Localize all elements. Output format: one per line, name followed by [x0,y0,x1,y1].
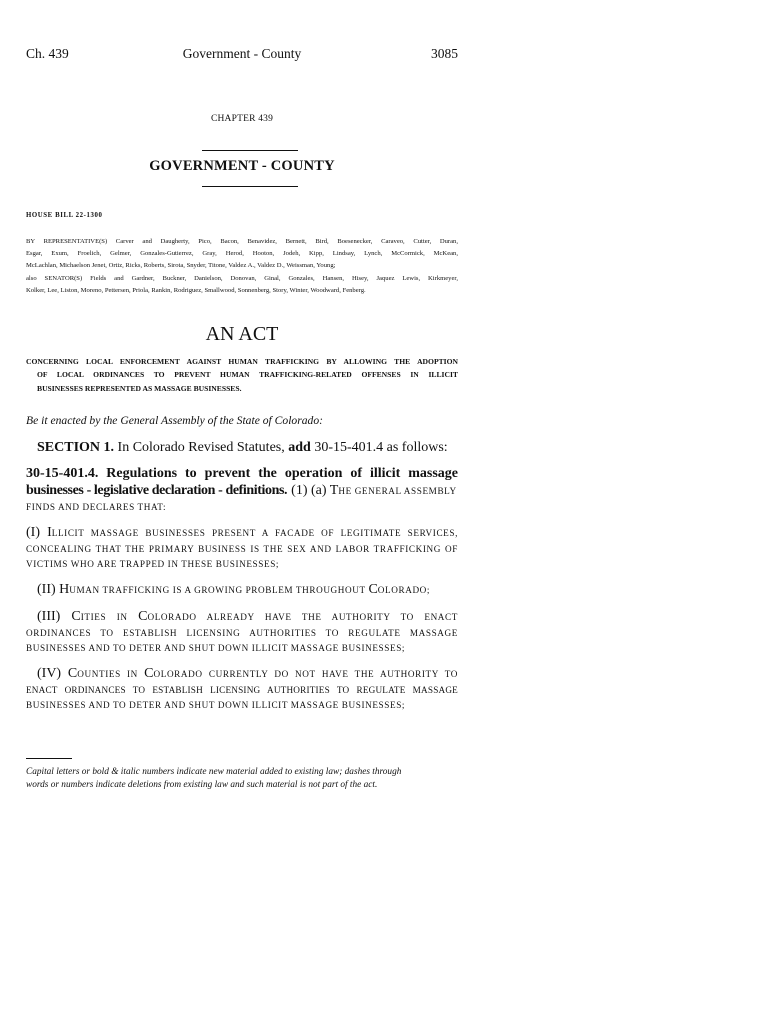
paragraph-text: ITIES IN [80,612,139,622]
paragraph-line [26,665,458,683]
sponsors-line: Kolker, Lee, Liston, Moreno, Pettersen, Priola, Rankin, Rodriguez, Smallwood, Sonnenberg, Story, Winter, Woodward, Fenberg. [26,286,366,294]
chapter-label: CHAPTER 439 [210,114,274,124]
paragraph-line [26,524,458,542]
regulation-heading-line [26,482,458,499]
paragraph-capital: C [368,582,378,597]
paragraph-number: (II) H [37,582,70,597]
paragraph-text: OLORADO CURRENTLY DO NOT HAVE THE AUTHORITY TO [153,669,459,679]
footnote-line: words or numbers indicate deletions from existing law and such material is not part of the act. [26,780,378,790]
paragraph-capital: C [138,609,148,624]
paragraph-text: LLICIT MASSAGE BUSINESSES PRESENT A FACADE OF LEGITIMATE SERVICES, [51,528,459,538]
footnote-line: Capital letters or bold & italic numbers indicate new material added to existing law; dashes through [26,767,402,777]
paragraph-number: (I) I [26,525,52,540]
regulation-number: 30-15-401.4. [26,466,99,481]
paragraph-III [26,608,458,657]
paragraph-line: VICTIMS WHO ARE TRAPPED IN THESE BUSINESSES; [26,559,280,569]
paragraph-line [26,581,458,599]
paragraph-text: OUNTIES IN [77,669,145,679]
sponsors-block [26,236,458,297]
sponsors-line: BY REPRESENTATIVE(S) Carver and Daugherty, Pico, Bacon, Benavidez, Bernett, Bird, Boesenecker, Caraveo, Cutter, Duran, [26,238,458,245]
paragraph-II [26,581,458,599]
regulation-subsection: (1) (a) T [291,483,339,498]
paragraph-I [26,524,458,573]
paragraph-number: (IV) C [37,666,78,681]
header-chapter: Ch. 439 [26,46,69,61]
section-text-after: 30-15-401.4 as follows: [314,440,448,455]
document-page [26,0,458,1024]
section-label: SECTION 1. [37,440,115,455]
sponsors-line: McLachlan, Michaelson Jenet, Ortiz, Ricks, Roberts, Sirota, Snyder, Titone, Valdez A., Valdez D., Weissman, Young; [26,262,336,270]
paragraph-text: OLORADO; [377,585,431,595]
header-page-number: 3085 [431,46,458,61]
footnote [26,766,466,792]
concerning-clause [26,355,458,395]
regulation-text: HE GENERAL ASSEMBLY [338,486,457,496]
paragraph-text: UMAN TRAFFICKING IS A GROWING PROBLEM THROUGHOUT [69,585,369,595]
act-title: AN ACT [205,323,279,345]
concerning-line: OF LOCAL ORDINANCES TO PREVENT HUMAN TRAFFICKING-RELATED OFFENSES IN ILLICIT [37,370,458,380]
running-header [26,46,458,64]
paragraph-capital: C [144,666,154,681]
regulation-text: FINDS AND DECLARES THAT: [26,502,167,512]
regulation-heading-part2: businesses - legislative declaration - definitions. [26,483,288,498]
paragraph-line: ENACT ORDINANCES TO ESTABLISH LICENSING AUTHORITIES TO REGULATE MASSAGE [26,684,458,695]
section-add-word: add [288,440,311,455]
concerning-line: BUSINESSES REPRESENTED AS MASSAGE BUSINESSES. [37,383,242,393]
sponsors-line: Esgar, Exum, Froelich, Gelmer, Gonzales-Gutierrez, Gray, Herod, Hooton, Jodeh, Kipp, Lindsay, Lynch, McCormick, McKean, [26,250,458,258]
regulation-heading-line [26,466,458,482]
paragraph-line: BUSINESSES AND TO DETER AND SHUT DOWN ILLICIT MASSAGE BUSINESSES; [26,643,406,653]
section-1-intro [37,440,448,456]
category-title: GOVERNMENT - COUNTY [149,158,335,174]
enacting-clause: Be it enacted by the General Assembly of the State of Colorado: [26,414,323,427]
sponsors-line: also SENATOR(S) Fields and Gardner, Buckner, Danielson, Donovan, Ginal, Gonzales, Hansen, Hisey, Jaquez Lewis, Kirkmeyer, [26,274,458,282]
footnote-rule [26,758,72,759]
paragraph-line [26,608,458,626]
paragraph-IV [26,665,458,714]
paragraph-line: BUSINESSES AND TO DETER AND SHUT DOWN ILLICIT MASSAGE BUSINESSES; [26,700,406,710]
title-rule-top [202,150,298,151]
concerning-line: CONCERNING LOCAL ENFORCEMENT AGAINST HUMAN TRAFFICKING BY ALLOWING THE ADOPTION [26,357,458,366]
paragraph-number: (III) C [37,609,81,624]
header-category: Government - County [182,46,302,61]
paragraph-line: ORDINANCES TO ESTABLISH LICENSING AUTHORITIES TO REGULATE MASSAGE [26,627,458,638]
regulation-section [26,466,458,515]
bill-id: HOUSE BILL 22-1300 [26,212,103,219]
paragraph-text: OLORADO ALREADY HAVE THE AUTHORITY TO ENACT [147,612,458,622]
section-text-before: In Colorado Revised Statutes, [117,440,285,455]
regulation-heading-part1: Regulations to prevent the operation of illicit massage [106,466,458,481]
paragraph-line: CONCEALING THAT THE PRIMARY BUSINESS IS THE SEX AND LABOR TRAFFICKING OF [26,543,458,554]
title-rule-bottom [202,186,298,187]
